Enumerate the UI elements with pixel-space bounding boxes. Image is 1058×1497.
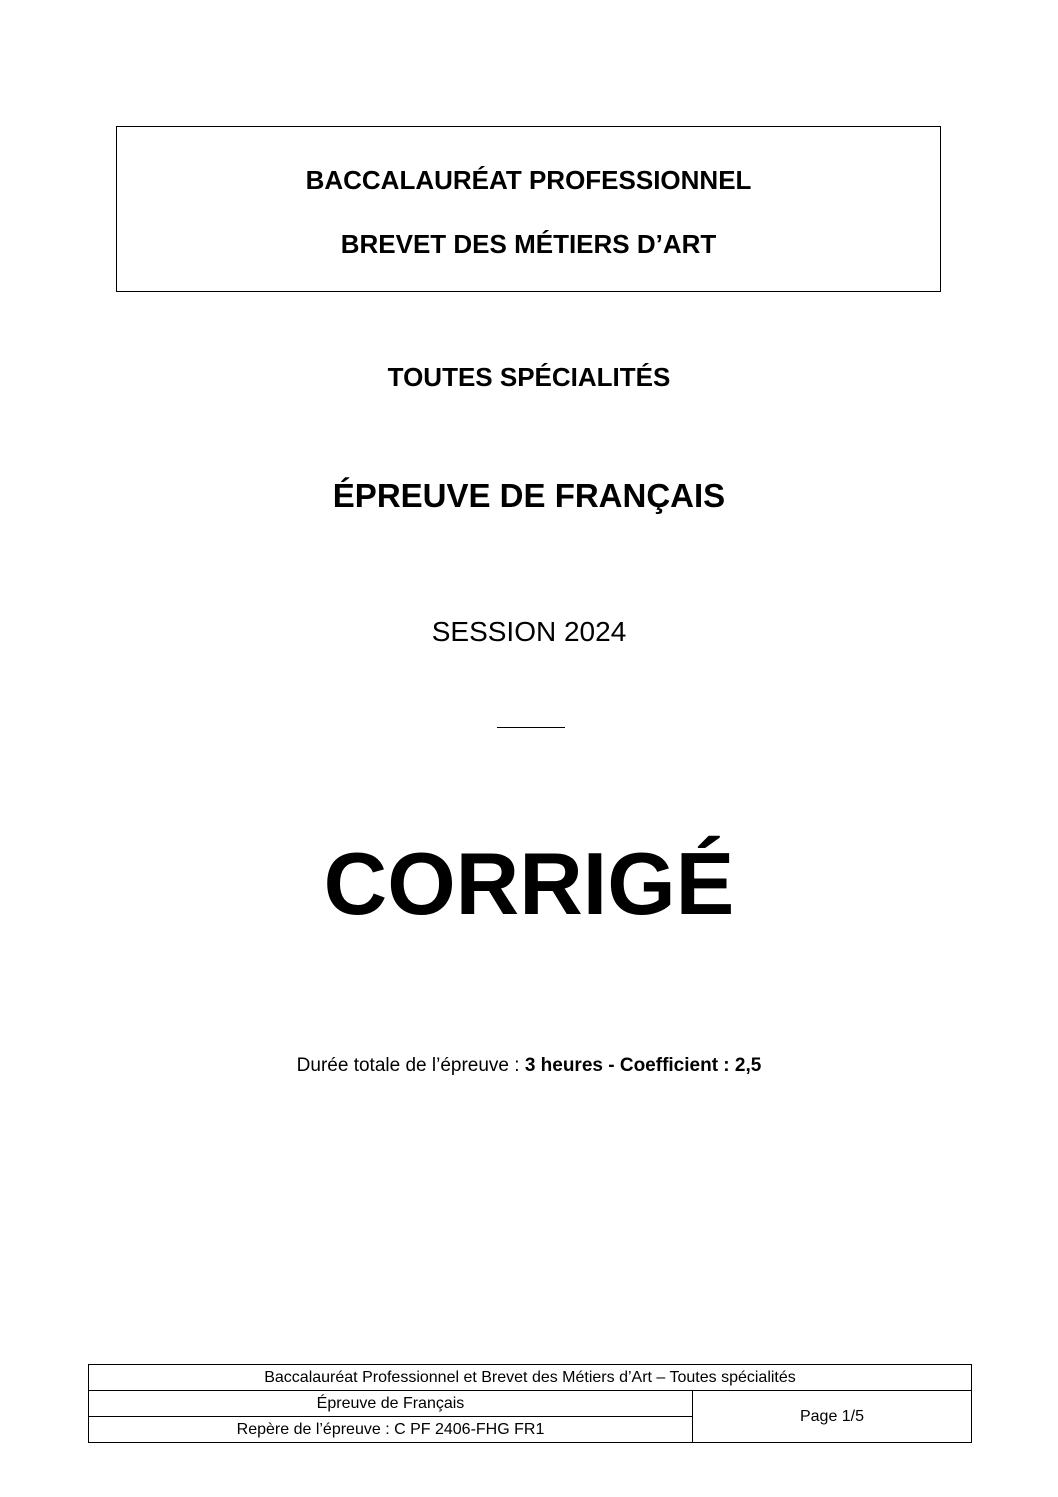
header-box <box>116 126 941 292</box>
duration-value: 3 heures - Coefficient : 2,5 <box>524 1055 762 1076</box>
footer-epreuve: Épreuve de Français <box>89 1391 693 1417</box>
duration-label: Durée totale de l’épreuve : <box>296 1055 525 1076</box>
exam-title-bma: BREVET DES MÉTIERS D’ART <box>340 229 717 259</box>
footer-repere-value: : C PF 2406-FHG FR1 <box>380 1420 545 1438</box>
duration-line <box>0 1054 1058 1078</box>
epreuve-title: ÉPREUVE DE FRANÇAIS <box>332 477 726 514</box>
specialites-heading: TOUTES SPÉCIALITÉS <box>387 362 671 392</box>
corrige-title: CORRIGÉ <box>323 834 735 933</box>
exam-title-bac-pro: BACCALAURÉAT PROFESSIONNEL <box>305 165 752 195</box>
session-label: SESSION 2024 <box>431 616 627 647</box>
separator-line <box>497 727 565 728</box>
footer-page-number: Page 1/5 <box>693 1391 972 1443</box>
footer-row <box>89 1365 972 1391</box>
footer-repere <box>89 1417 693 1443</box>
footer-table <box>88 1364 972 1443</box>
footer-row <box>89 1391 972 1417</box>
footer-repere-label: Repère de l’épreuve <box>236 1420 381 1438</box>
footer-exam-name: Baccalauréat Professionnel et Brevet des Métiers d’Art – Toutes spécialités <box>89 1365 972 1391</box>
